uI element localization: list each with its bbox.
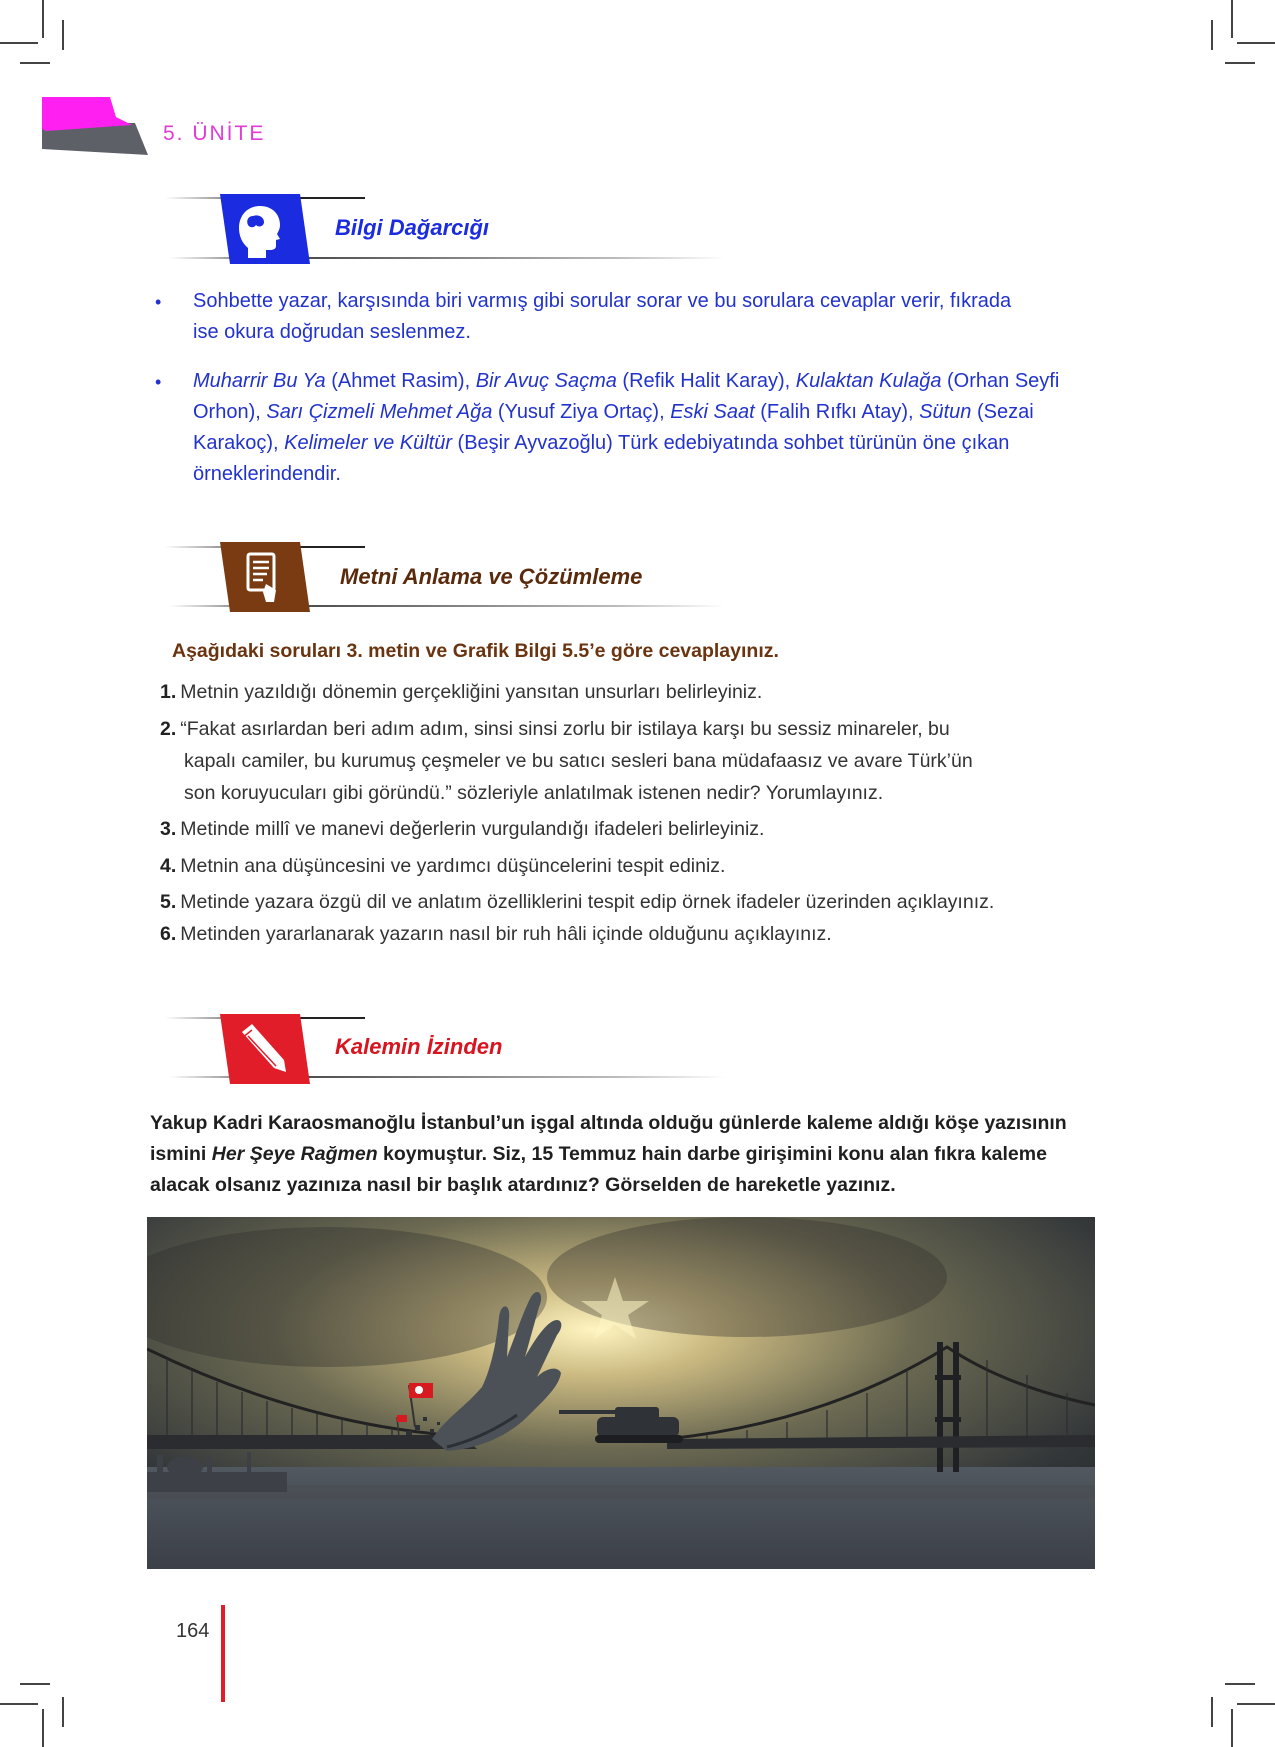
question-line xyxy=(160,745,1100,777)
title-italic-text: Sarı Çizmeli Mehmet Ağa xyxy=(266,401,493,423)
question-number: 5. xyxy=(160,891,177,913)
crop-mark xyxy=(62,1697,64,1727)
title-italic-text: Eski Saat xyxy=(670,401,755,423)
question-text: Metnin yazıldığı dönemin gerçekliğini yansıtan unsurları belirleyiniz. xyxy=(180,681,763,703)
crop-mark xyxy=(1225,62,1255,64)
crop-mark xyxy=(1211,1697,1213,1727)
text-run: koymuştur. Siz, 15 Temmuz hain darbe girişimini konu alan fıkra kaleme alacak olsanız yazınıza nasıl bir başlık atardınız? Görselden de hareketle yazınız. xyxy=(150,1143,1047,1196)
crop-mark xyxy=(62,20,64,50)
question-line xyxy=(160,918,1100,950)
text-line: ise okura doğrudan seslenmez. xyxy=(193,321,471,343)
text-run: (Sezai Karakoç), xyxy=(193,401,1034,454)
text-run: (Ahmet Rasim), xyxy=(325,370,476,392)
question-item xyxy=(160,676,1100,708)
document-pen-icon xyxy=(212,540,312,614)
question-text: Metinde millî ve manevi değerlerin vurgulandığı ifadeleri belirleyiniz. xyxy=(180,818,765,840)
question-line xyxy=(160,676,1100,708)
bridge-hand-tank-illustration xyxy=(147,1217,1095,1569)
question-number: 6. xyxy=(160,923,177,945)
section-title-kalem: Kalemin İzinden xyxy=(335,1034,503,1059)
writing-task xyxy=(150,1108,1100,1201)
crop-mark xyxy=(20,1683,50,1685)
page-number-bar xyxy=(221,1605,225,1702)
question-text: Metinden yararlanarak yazarın nasıl bir ruh hâli içinde olduğunu açıklayınız. xyxy=(180,923,832,945)
questions-intro: Aşağıdaki soruları 3. metin ve Grafik Bilgi 5.5’e göre cevaplayınız. xyxy=(172,640,779,662)
crop-mark xyxy=(42,1709,44,1747)
section-title-bilgi: Bilgi Dağarcığı xyxy=(335,215,490,240)
text-run: Yakup Kadri Karaosmanoğlu İstanbul’un işgal altında olduğu günlerde kaleme aldığı köşe yazısının ismini xyxy=(150,1112,1067,1165)
text-run: (Falih Rıfkı Atay), xyxy=(754,401,920,423)
question-text: son koruyucuları gibi göründü.” sözleriyle anlatılmak istenen nedir? Yorumlayınız. xyxy=(184,782,884,804)
question-number: 4. xyxy=(160,855,177,877)
bullet: • xyxy=(155,292,162,312)
title-italic-text: Kelimeler ve Kültür xyxy=(284,432,452,454)
crop-mark xyxy=(0,1703,38,1705)
question-item xyxy=(160,886,1100,918)
question-line xyxy=(160,713,1100,745)
title-italic-text: Her Şeye Rağmen xyxy=(211,1143,378,1165)
bullet: • xyxy=(155,372,162,392)
crop-mark xyxy=(1225,1683,1255,1685)
title-italic-text: Muharrir Bu Ya xyxy=(193,370,326,392)
crop-mark xyxy=(1237,1703,1275,1705)
crop-mark xyxy=(20,62,50,64)
unit-marker-shape xyxy=(40,95,150,157)
text-run: (Orhan Seyfi Orhon), xyxy=(193,370,1060,423)
crop-mark xyxy=(1211,20,1213,50)
page-number: 164 xyxy=(176,1620,210,1642)
text-run: (Refik Halit Karay), xyxy=(616,370,796,392)
unit-label: 5. ÜNİTE xyxy=(163,122,266,145)
title-italic-text: Kulaktan Kulağa xyxy=(795,370,942,392)
crop-mark xyxy=(1237,42,1275,44)
crop-mark xyxy=(1231,1709,1233,1747)
question-text: “Fakat asırlardan beri adım adım, sinsi sinsi zorlu bir istilaya karşı bu sessiz minareler, bu xyxy=(180,718,950,740)
crop-mark xyxy=(1231,0,1233,38)
question-number: 2. xyxy=(160,718,177,740)
question-text: kapalı camiler, bu kurumuş çeşmeler ve bu satıcı sesleri bana müdafaasız ve avare Türk’ün xyxy=(184,750,973,772)
section-title-metni: Metni Anlama ve Çözümleme xyxy=(340,564,643,589)
crop-mark xyxy=(42,0,44,38)
text-run: (Yusuf Ziya Ortaç), xyxy=(492,401,671,423)
question-line xyxy=(160,813,1100,845)
question-number: 1. xyxy=(160,681,177,703)
head-icon xyxy=(212,192,312,266)
question-item xyxy=(160,713,1100,809)
title-italic-text: Sütun xyxy=(919,401,972,423)
crop-mark xyxy=(0,42,38,44)
bilgi-paragraph-1 xyxy=(193,286,1093,348)
pencil-icon xyxy=(212,1012,312,1086)
question-line xyxy=(160,886,1100,918)
title-italic-text: Bir Avuç Saçma xyxy=(475,370,617,392)
question-item xyxy=(160,813,1100,845)
question-line xyxy=(160,777,1100,809)
question-item xyxy=(160,918,1100,950)
text-line: Sohbette yazar, karşısında biri varmış gibi sorular sorar ve bu sorulara cevaplar verir, fıkrada xyxy=(193,290,1012,312)
question-text: Metinde yazara özgü dil ve anlatım özelliklerini tespit edip örnek ifadeler üzerinden açıklayınız. xyxy=(180,891,995,913)
question-text: Metnin ana düşüncesini ve yardımcı düşüncelerini tespit ediniz. xyxy=(180,855,726,877)
question-number: 3. xyxy=(160,818,177,840)
text-run: (Beşir Ayvazoğlu) Türk edebiyatında sohbet türünün öne çıkan örneklerindendir. xyxy=(193,432,1010,485)
bilgi-paragraph-2 xyxy=(193,366,1088,490)
question-line xyxy=(160,850,1100,882)
question-item xyxy=(160,850,1100,882)
